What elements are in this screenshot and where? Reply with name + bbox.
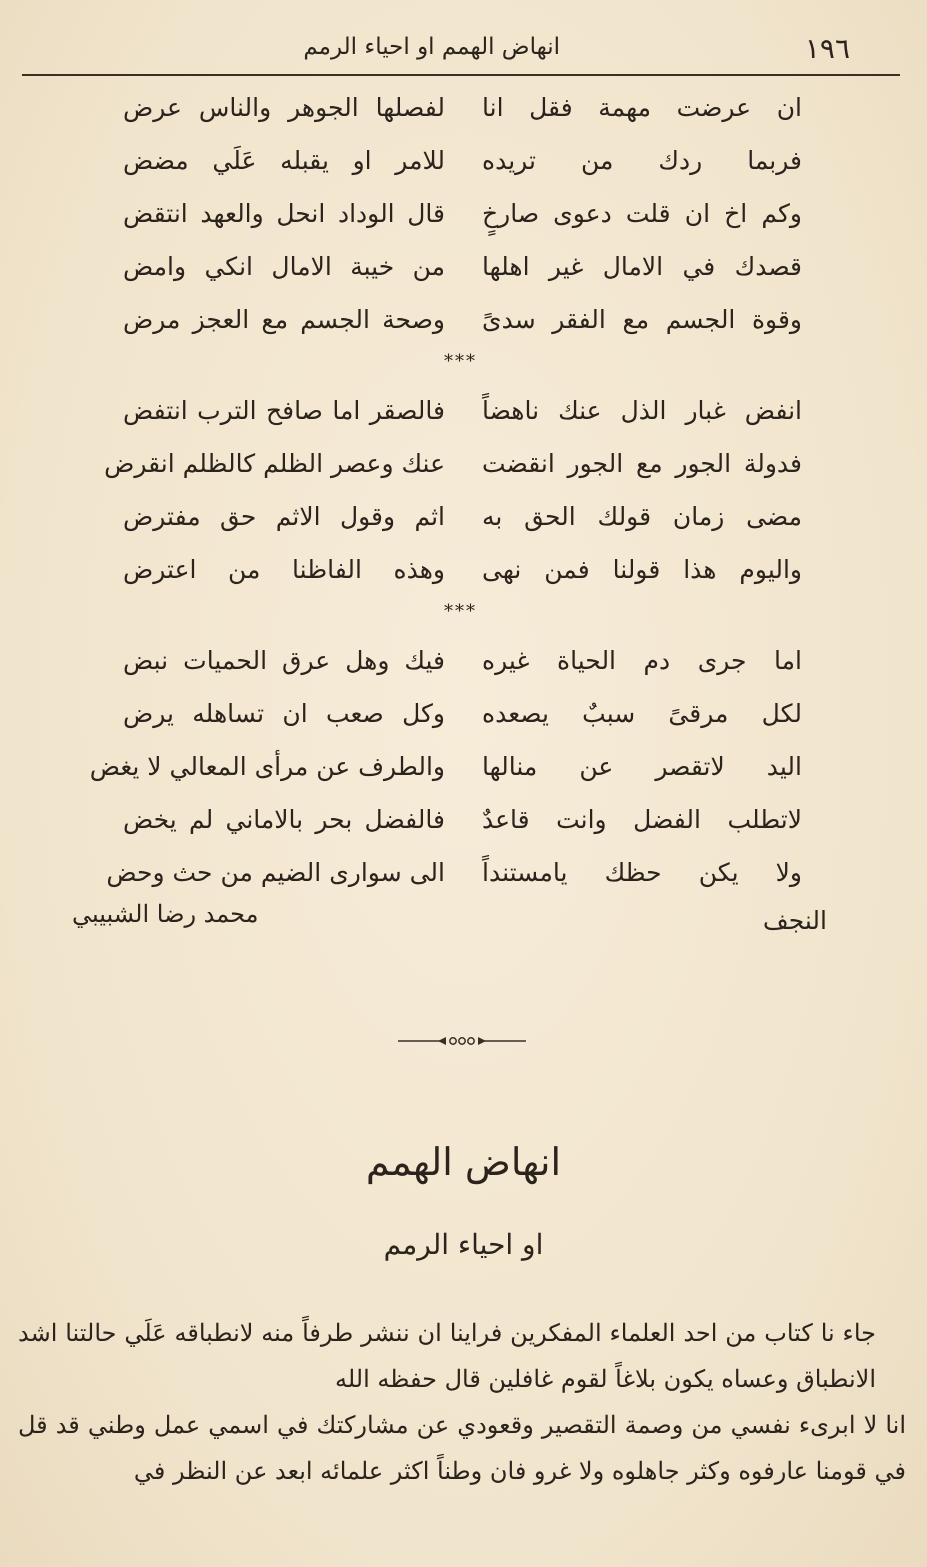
hemistich-first: واليوم هذا قولنا فمن نهى bbox=[482, 555, 802, 584]
verse bbox=[0, 635, 927, 688]
hemistich-first: انفض غبار الذل عنك ناهضاً bbox=[482, 396, 802, 425]
verse bbox=[0, 847, 927, 900]
hemistich-first: لاتطلب الفضل وانت قاعدٌ bbox=[482, 805, 802, 834]
hemistich-second: للامر او يقبله عَلَي مضض bbox=[123, 146, 445, 175]
verse bbox=[0, 491, 927, 544]
place-name: النجف bbox=[762, 906, 827, 935]
verse bbox=[0, 385, 927, 438]
hemistich-first: فربما ردك من تريده bbox=[482, 146, 802, 175]
hemistich-second: الى سوارى الضيم من حث وحض bbox=[106, 858, 445, 887]
hemistich-first: اليد لاتقصر عن منالها bbox=[482, 752, 802, 781]
verse bbox=[0, 794, 927, 847]
hemistich-first: اما جرى دم الحياة غيره bbox=[482, 646, 802, 675]
hemistich-first: وكم اخ ان قلت دعوى صارخٍ bbox=[482, 199, 802, 228]
hemistich-first: ان عرضت مهمة فقل انا bbox=[482, 93, 802, 122]
author-name: محمد رضا الشبيبي bbox=[72, 900, 259, 928]
poem-signature bbox=[0, 900, 927, 960]
article-body bbox=[18, 1310, 906, 1494]
poem bbox=[0, 82, 927, 960]
hemistich-first: قصدك في الامال غير اهلها bbox=[482, 252, 802, 281]
verse bbox=[0, 188, 927, 241]
paragraph: انا لا ابرىء نفسي من وصمة التقصير وقعودي عن مشاركتك في اسمي عمل وطني قد قل في قومنا عارفوه وكثر جاهلوه ولا غرو فان وطناً اكثر علمائه ابعد عن النظر في bbox=[18, 1411, 906, 1485]
hemistich-first: وقوة الجسم مع الفقر سدىً bbox=[482, 305, 802, 334]
hemistich-second: اثم وقول الاثم حق مفترض bbox=[123, 502, 445, 531]
hemistich-second: عنك وعصر الظلم كالظلم انقرض bbox=[104, 449, 445, 478]
hemistich-first: مضى زمان قولك الحق به bbox=[482, 502, 802, 531]
running-header bbox=[22, 30, 900, 74]
hemistich-first: ولا يكن حظك يامستنداً bbox=[482, 858, 802, 887]
stanza-separator: *** bbox=[444, 601, 477, 622]
hemistich-second: من خيبة الامال انكي وامض bbox=[123, 252, 445, 281]
hemistich-second: وكل صعب ان تساهله يرض bbox=[123, 699, 445, 728]
hemistich-second: وهذه الفاظنا من اعترض bbox=[123, 555, 445, 584]
paragraph: جاء نا كتاب من احد العلماء المفكرين فراينا ان ننشر طرفاً منه لانطباقه عَلَي حالتنا اشد الانطباق وعساه يكون بلاغاً لقوم غافلين قال حفظه الله bbox=[18, 1319, 876, 1393]
header-rule bbox=[22, 74, 900, 76]
hemistich-second: وصحة الجسم مع العجز مرض bbox=[123, 305, 445, 334]
hemistich-second: فيك وهل عرق الحميات نبض bbox=[123, 646, 445, 675]
hemistich-first: فدولة الجور مع الجور انقضت bbox=[482, 449, 802, 478]
hemistich-first: لكل مرقىً سببٌ يصعده bbox=[482, 699, 802, 728]
verse bbox=[0, 688, 927, 741]
article-title: انهاض الهمم bbox=[365, 1140, 562, 1184]
article-subtitle: او احياء الرمم bbox=[383, 1228, 544, 1261]
verse bbox=[0, 544, 927, 597]
hemistich-second: والطرف عن مرأى المعالي لا يغض bbox=[89, 752, 445, 781]
verse bbox=[0, 135, 927, 188]
stanza-separator: *** bbox=[444, 351, 477, 372]
verse bbox=[0, 241, 927, 294]
hemistich-second: قال الوداد انحل والعهد انتقض bbox=[123, 199, 445, 228]
verse bbox=[0, 294, 927, 347]
hemistich-second: فالصقر اما صافح الترب انتفض bbox=[123, 396, 445, 425]
section-ornament bbox=[398, 1030, 526, 1052]
hemistich-second: لفصلها الجوهر والناس عرض bbox=[123, 93, 445, 122]
page-number: ١٩٦ bbox=[804, 32, 850, 65]
verse bbox=[0, 438, 927, 491]
verse bbox=[0, 82, 927, 135]
running-title: انهاض الهمم او احياء الرمم bbox=[303, 34, 560, 60]
hemistich-second: فالفضل بحر بالاماني لم يخض bbox=[123, 805, 445, 834]
verse bbox=[0, 741, 927, 794]
